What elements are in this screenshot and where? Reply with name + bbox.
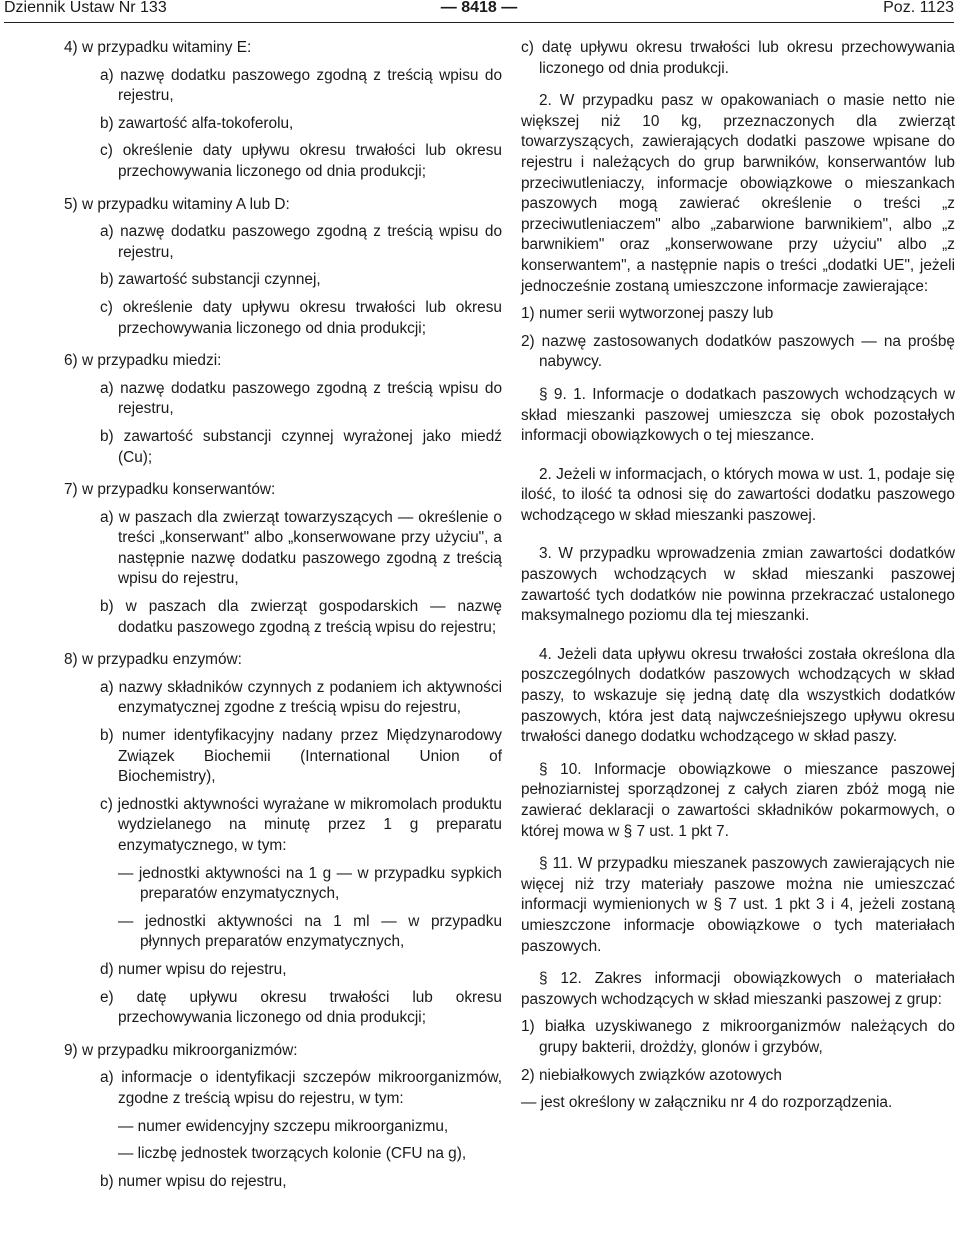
- journal-title: Dziennik Ustaw Nr 133: [4, 0, 167, 16]
- section-9-3: 3. W przypadku wprowadzenia zmian zawartości dodatków paszowych wchodzących w skład mieszanki paszowej zawartość tych dodatków nie powinna przekraczać ustalonego maksymalnego poziomu dla tej mieszanki.: [521, 545, 955, 625]
- section-12: § 12. Zakres informacji obowiązkowych o materiałach paszowych wchodzących w skład mieszanki paszowej z grup:: [521, 970, 955, 1008]
- item-6b: b) zawartość substancji czynnej wyrażonej jako miedź (Cu);: [100, 427, 502, 466]
- item-c: c) datę upływu okresu trwałości lub okresu przechowywania liczonego od dnia produkcji.: [521, 39, 955, 77]
- section-9-2: 2. Jeżeli w informacjach, o których mowa w ust. 1, podaje się ilość, to ilość ta odnosi się do zawartości dodatku paszowego wchodzącego w skład mieszanki paszowej.: [521, 465, 955, 524]
- item-8a: a) nazwy składników czynnych z podaniem ich aktywności enzymatycznej zgodne z treścią wpisu do rejestru,: [100, 678, 502, 717]
- item-4: 4) w przypadku witaminy E:: [64, 39, 252, 56]
- item-4b: b) zawartość alfa-tokoferolu,: [100, 114, 294, 132]
- item-7a: a) w paszach dla zwierząt towarzyszących — określenie o treści „konserwant" albo „konserwowane przy użyciu", a następnie nazwę dodatku paszowego zgodną z treścią wpisu do rejestru,: [100, 508, 502, 588]
- section-9-4: 4. Jeżeli data upływu okresu trwałości została określona dla poszczególnych dodatków paszowych wchodzących w skład paszy, to wskazuje się jedną datę dla wszystkich dodatków paszowych, która jest datą najwcześniejszego upływu okresu trwałości danego dodatku wchodzącego w skład paszy.: [521, 645, 955, 746]
- paragraph-2: 2. W przypadku pasz w opakowaniach o masie netto nie większej niż 10 kg, przeznaczonych dla zwierząt towarzyszących, zawierających dodatki paszowe wpisane do rejestru i należących do grup barwników, konserwantów lub przeciwutleniaczy, informacje obowiązkowe o mieszankach paszowych mogą zawierać określenie o treści „z przeciwutleniaczem" albo „zabarwione barwnikiem", albo „z barwnikiem" oraz „konserwowane przy użyciu" albo „z konserwantem", a następnie napis o treści „dodatki UE", jeżeli jednocześnie zostaną umieszczone informacje zawierające:: [521, 92, 955, 295]
- section-11: § 11. W przypadku mieszanek paszowych zawierających nie więcej niż trzy materiały paszowe można nie umieszczać informacji wymienionych w § 7 ust. 1 pkt 3 i 4, jeżeli zostaną umieszczone informacje obowiązkowe o tych materiałach paszowych.: [521, 855, 955, 955]
- item-9: 9) w przypadku mikroorganizmów:: [64, 1041, 298, 1059]
- item-9a-dash-2: — liczbę jednostek tworzących kolonie (CFU na g),: [118, 1145, 467, 1163]
- item-5a: a) nazwę dodatku paszowego zgodną z treścią wpisu do rejestru,: [100, 223, 502, 261]
- item-8c-dash-1: — jednostki aktywności na 1 g — w przypadku sypkich preparatów enzymatycznych,: [118, 864, 502, 903]
- section-12-closing: — jest określony w załączniku nr 4 do rozporządzenia.: [521, 1094, 893, 1112]
- item-5c: c) określenie daty upływu okresu trwałości lub okresu przechowywania liczonego od dnia produkcji;: [100, 298, 502, 337]
- item-9a: a) informacje o identyfikacji szczepów mikroorganizmów, zgodne z treścią wpisu do rejestru, w tym:: [100, 1069, 502, 1107]
- item-9b: b) numer wpisu do rejestru,: [100, 1172, 287, 1190]
- left-column: [64, 38, 502, 1192]
- section-9-1: § 9. 1. Informacje o dodatkach paszowych wchodzących w skład mieszanki paszowej umieszcza się obok pozostałych informacji obowiązkowych o tej mieszance.: [521, 385, 955, 445]
- paragraph-2-item-1: 1) numer serii wytworzonej paszy lub: [521, 305, 774, 323]
- item-4c: c) określenie daty upływu okresu trwałości lub okresu przechowywania liczonego od dnia produkcji;: [100, 142, 502, 180]
- item-8: 8) w przypadku enzymów:: [64, 651, 242, 669]
- item-8b: b) numer identyfikacyjny nadany przez Międzynarodowy Związek Biochemii (International Union of Biochemistry),: [100, 727, 502, 786]
- paragraph-2-item-2: 2) nazwę zastosowanych dodatków paszowych — na prośbę nabywcy.: [521, 332, 955, 371]
- right-column: [521, 38, 955, 1114]
- item-8e: e) datę upływu okresu trwałości lub okresu przechowywania liczonego od dnia produkcji;: [100, 988, 502, 1027]
- position-number: Poz. 1123: [883, 0, 954, 16]
- section-12-item-1: 1) białka uzyskiwanego z mikroorganizmów należących do grupy bakterii, drożdży, glonów i grzybów,: [521, 1018, 955, 1056]
- section-10: § 10. Informacje obowiązkowe o mieszance paszowej pełnoziarnistej sporządzonej z całych ziaren zbóż mogą nie zawierać deklaracji o zawartości składników pokarmowych, o której mowa w § 7 ust. 1 pkt 7.: [521, 760, 955, 840]
- item-5: 5) w przypadku witaminy A lub D:: [64, 195, 290, 213]
- item-7: 7) w przypadku konserwantów:: [64, 481, 276, 499]
- item-9a-dash-1: — numer ewidencyjny szczepu mikroorganizmu,: [118, 1117, 449, 1135]
- item-8c: c) jednostki aktywności wyrażane w mikromolach produktu wydzielanego na minutę przez 1 g preparatu enzymatycznego, w tym:: [100, 795, 502, 854]
- page-header: [4, 0, 954, 23]
- item-8d: d) numer wpisu do rejestru,: [100, 960, 287, 978]
- item-7b: b) w paszach dla zwierząt gospodarskich — nazwę dodatku paszowego zgodną z treścią wpisu do rejestru;: [100, 598, 502, 636]
- section-12-item-2: 2) niebiałkowych związków azotowych: [521, 1066, 782, 1084]
- item-8c-dash-2: — jednostki aktywności na 1 ml — w przypadku płynnych preparatów enzymatycznych,: [118, 912, 502, 951]
- item-4a: a) nazwę dodatku paszowego zgodną z treścią wpisu do rejestru,: [100, 66, 502, 105]
- item-6a: a) nazwę dodatku paszowego zgodną z treścią wpisu do rejestru,: [100, 379, 502, 418]
- item-5b: b) zawartość substancji czynnej,: [100, 271, 321, 289]
- item-6: 6) w przypadku miedzi:: [64, 352, 222, 370]
- page-number: — 8418 —: [440, 0, 518, 16]
